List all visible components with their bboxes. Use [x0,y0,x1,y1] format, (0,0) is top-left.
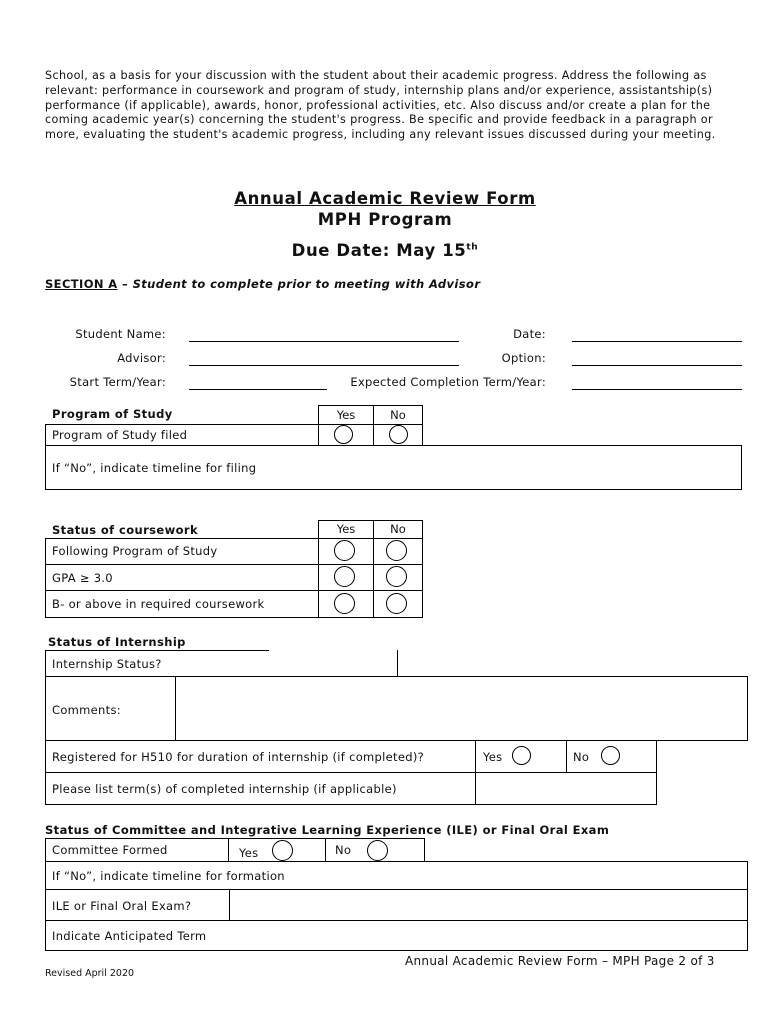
pos-filed-label: Program of Study filed [52,428,188,442]
due-date-text: Due Date: May 15 [291,241,467,260]
cw-row-1-yes-radio[interactable] [334,540,355,561]
committee-yes-radio[interactable] [272,840,293,861]
page-footer: Annual Academic Review Form – MPH Page 2 of 3 [405,954,715,968]
cw-row-3-yes-radio[interactable] [334,593,355,614]
pos-filed-yes-radio[interactable] [334,425,353,444]
comments-label: Comments: [52,703,121,717]
advisor-label: Advisor: [117,351,166,365]
form-title-text: Annual Academic Review Form [234,189,536,208]
section-a-dash: – [117,277,133,291]
cw-yes-header: Yes [318,520,374,539]
due-date [0,241,770,260]
committee-no-radio[interactable] [367,840,388,861]
expected-completion-field[interactable] [572,389,742,390]
cw-row-3-no-radio[interactable] [386,593,407,614]
h510-yes-radio[interactable] [512,746,531,765]
comments-field[interactable] [176,677,746,740]
h510-yes-label: Yes [483,750,503,764]
terms-label: Please list term(s) of completed internship (if applicable) [52,782,397,796]
h510-no-label: No [573,750,590,764]
cw-row-2-yes-radio[interactable] [334,566,355,587]
cw-row-2-label: GPA ≥ 3.0 [52,571,113,585]
start-term-field[interactable] [189,389,327,390]
program-title: MPH Program [317,210,453,229]
committee-no-label: No [335,843,352,857]
pos-yes-header: Yes [318,405,374,425]
h510-label: Registered for H510 for duration of internship (if completed)? [52,750,425,764]
option-label: Option: [501,351,546,365]
cw-row-2-no-radio[interactable] [386,566,407,587]
internship-status-label: Internship Status? [52,657,162,671]
expected-completion-label: Expected Completion Term/Year: [350,375,546,389]
student-name-label: Student Name: [75,327,166,341]
option-field[interactable] [572,365,742,366]
pos-no-header: No [373,405,423,425]
start-term-label: Start Term/Year: [69,375,166,389]
cw-row-3-label: B- or above in required coursework [52,597,265,611]
form-title [0,189,770,208]
date-label: Date: [513,327,546,341]
date-field[interactable] [572,341,742,342]
terms-field[interactable] [475,772,657,805]
committee-yes-label: Yes [239,846,259,860]
due-date-suffix: th [466,242,479,253]
ile-label: ILE or Final Oral Exam? [52,899,192,913]
program-of-study-heading: Program of Study [52,407,173,421]
section-a-description: Student to complete prior to meeting with Advisor [132,277,481,291]
cw-row-1-label: Following Program of Study [52,544,218,558]
student-name-field[interactable] [189,341,459,342]
committee-formed-label: Committee Formed [52,843,168,857]
ile-field[interactable] [229,889,748,921]
cw-no-header: No [373,520,423,539]
pos-filed-no-radio[interactable] [389,425,408,444]
anticipated-term-label: Indicate Anticipated Term [52,929,207,943]
committee-timeline-label: If “No”, indicate timeline for formation [52,869,285,883]
revised-date: Revised April 2020 [45,968,135,979]
h510-no-radio[interactable] [601,746,620,765]
section-a-heading [45,277,480,291]
committee-heading: Status of Committee and Integrative Learning Experience (ILE) or Final Oral Exam [45,823,610,837]
pos-timeline-label: If “No”, indicate timeline for filing [52,461,257,475]
internship-heading: Status of Internship [48,635,186,649]
cw-row-1-no-radio[interactable] [386,540,407,561]
section-a-label: SECTION A [45,277,118,291]
advisor-field[interactable] [189,365,459,366]
coursework-heading: Status of coursework [52,523,199,537]
intro-paragraph: School, as a basis for your discussion with the student about their academic progress. Address the following as relevant: performance in coursework and program of study, internship plans and/or experience, assistantship(s) performance (if applicable), awards, honor, professional activities, etc. Also discuss and/or create a plan for the coming academic year(s) concerning the student's progress. Be specific and provide feedback in a paragraph or more, evaluating the student's academic progress, including any relevant issues discussed during your meeting. [45,69,716,142]
internship-status-divider [397,650,398,677]
